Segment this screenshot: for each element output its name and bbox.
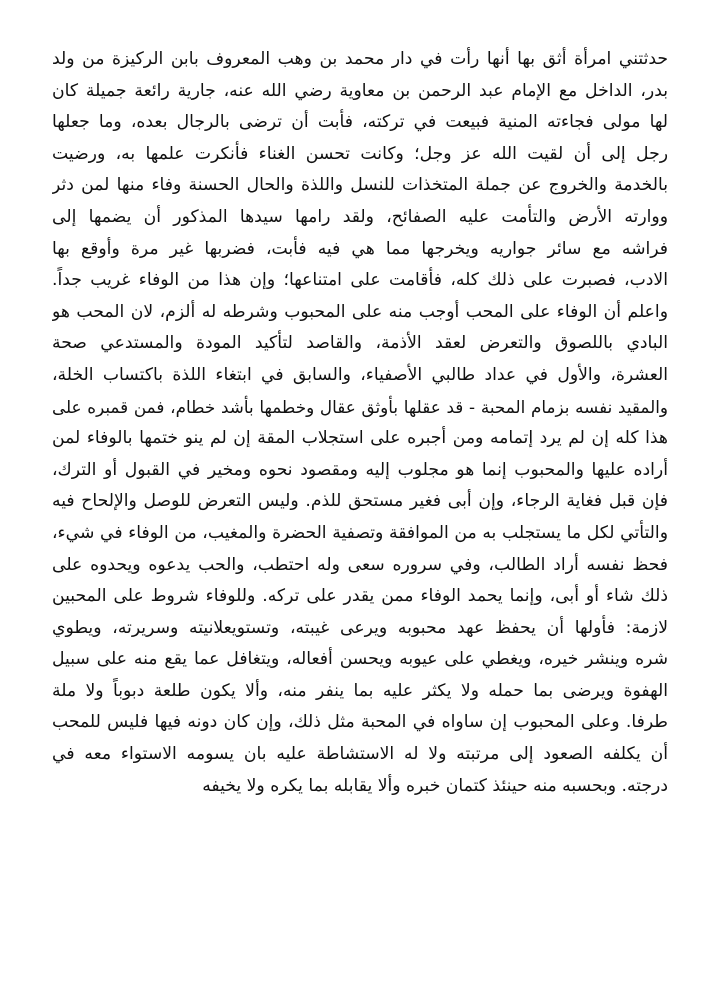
text-line: فإن قبل فغاية الرجاء، وإن أبى فغير مستحق للذم. وليس التعرض للوصل والإلحاح فيه	[52, 491, 668, 512]
text-line: هذا كله إن لم يرد إتمامه ومن أجبره على استجلاب المقة إن لم ينو ختمها بالوفاء لمن	[52, 428, 668, 449]
text-line: درجته. وبحسبه منه حينئذ كتمان خبره وألا يقابله بما يكره ولا يخيفه	[202, 775, 668, 796]
text-line: شره وينشر خيره، ويغطي على عيوبه ويحسن أفعاله، ويتغافل عما يقع منه على سبيل	[52, 649, 668, 670]
text-line: الهفوة ويرضى بما حمله ولا يكثر عليه بما ينفر منه، وألا يكون طلعة دبوباً ولا ملة	[52, 680, 668, 701]
text-line: لها مولى فجاءته المنية فبيعت في تركته، فأبت أن ترضى بالرجال بعده، وما جعلها	[52, 112, 668, 133]
text-line: بالخدمة والخروج عن جملة المتخذات للنسل واللذة والحال الحسنة وفاء منها لمن دثر	[52, 175, 668, 196]
text-line: البادي باللصوق والتعرض لعقد الأذمة، والقاصد لتأكيد المودة والمستدعي صحة	[52, 333, 668, 354]
text-line: واعلم أن الوفاء على المحب أوجب منه على المحبوب وشرطه له ألزم، لان المحب هو	[52, 301, 668, 322]
text-line: حدثتني امرأة أثق بها أنها رأت في دار محمد بن وهب المعروف بابن الركيزة من ولد	[52, 49, 668, 69]
text-line: العشرة، والأول في عداد طالبي الأصفياء، والسابق في ابتغاء اللذة باكتساب الخلة،	[52, 364, 668, 385]
body-text	[52, 44, 668, 802]
text-line: لازمة: فأولها أن يحفظ عهد محبوبه ويرعى غيبته، وتستويعلانيته وسريرته، ويطوي	[52, 617, 668, 638]
text-line: ذلك شاء أو أبى، وإنما يحمد الوفاء ممن يقدر على تركه. وللوفاء شروط على المحبين	[52, 586, 668, 607]
text-line: ووارته الأرض والتأمت عليه الصفائح، ولقد رامها سيدها المذكور أن يضمها إلى	[52, 206, 668, 227]
text-line: رجل إلى أن لقيت الله عز وجل؛ وكانت تحسن الغناء فأنكرت علمها به، ورضيت	[52, 143, 668, 164]
text-line: أراده عليها والمحبوب إنما هو مجلوب إليه ومقصود نحوه ومخير في القبول أو الترك،	[52, 459, 668, 480]
text-line: طرفا. وعلى المحبوب إن ساواه في المحبة مثل ذلك، وإن كان دونه فيها فليس للمحب	[52, 712, 668, 733]
text-line: والتأتي لكل ما يستجلب به من الموافقة وتصفية الحضرة والمغيب، من الوفاء في شيء،	[52, 522, 668, 543]
text-line: بدر، الداخل مع الإمام عبد الرحمن بن معاوية رضي الله عنه، جارية رائعة جميلة كان	[52, 80, 668, 101]
text-line: الادب، فصبرت على ذلك كله، فأقامت على امتناعها؛ وإن هذا من الوفاء غريب جداً.	[52, 270, 668, 291]
text-line: أن يكلفه الصعود إلى مرتبته ولا له الاستشاطة عليه بان يسومه الاستواء معه في	[52, 744, 668, 765]
text-line: فراشه مع سائر جواريه ويخرجها مما هي فيه فأبت، فضربها غير مرة وأوقع بها	[52, 238, 668, 259]
text-line: فحظ نفسه أراد الطالب، وفي سروره سعى وله احتطب، والحب يدعوه ويحدوه على	[52, 554, 668, 575]
text-line: والمقيد نفسه بزمام المحبة - قد عقلها بأوثق عقال وخطمها بأشد خطام، فمن قمبره على	[52, 396, 668, 417]
